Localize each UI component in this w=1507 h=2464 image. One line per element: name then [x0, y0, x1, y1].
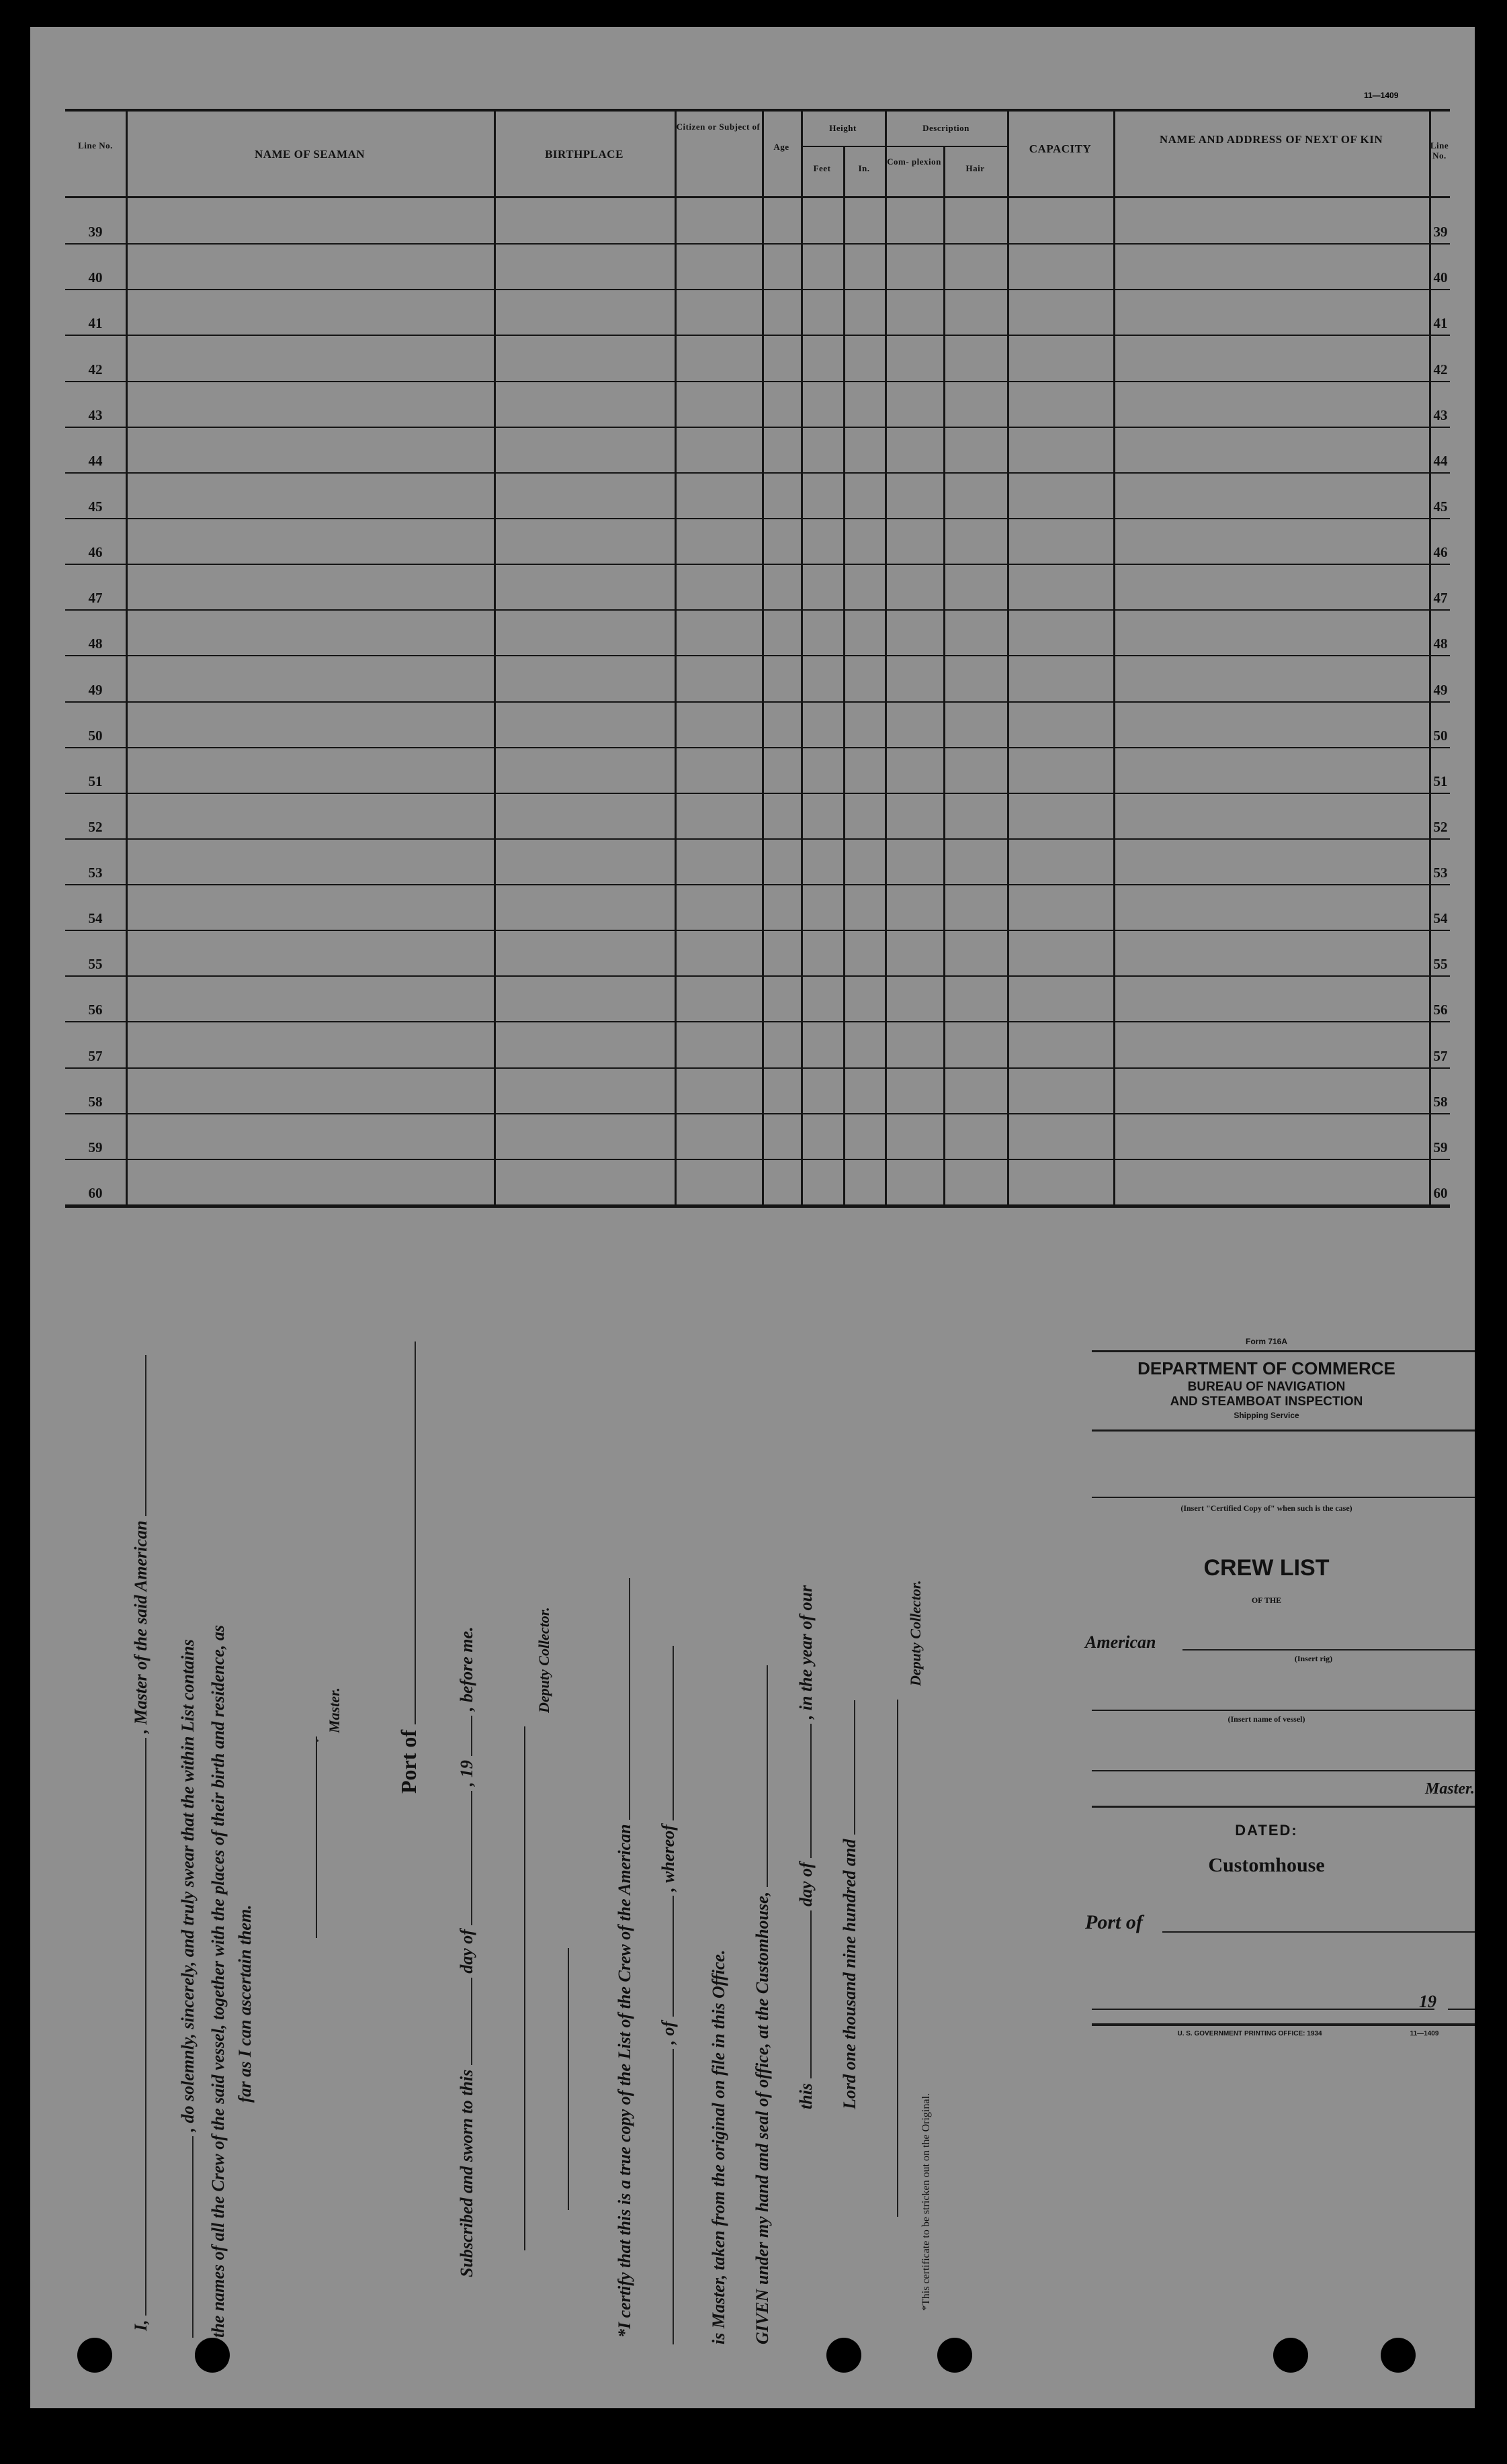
row-number-right: 51 — [1433, 773, 1448, 789]
cover-rule — [1092, 1429, 1475, 1432]
table-row[interactable] — [128, 840, 1429, 884]
customhouse-blank[interactable] — [767, 1665, 768, 1887]
certificate-of: , of — [658, 2021, 678, 2045]
deputy-signature-line-2[interactable] — [897, 1700, 898, 2217]
table-row[interactable] — [128, 336, 1429, 380]
punch-hole — [195, 2338, 230, 2373]
crew-list-title: CREW LIST — [1203, 1555, 1330, 1581]
table-row[interactable] — [128, 474, 1429, 518]
row-number-left: 42 — [88, 361, 103, 378]
certificate-this: this — [796, 2082, 816, 2109]
certificate-line-1 — [615, 1578, 635, 2338]
row-number-left: 41 — [88, 315, 103, 332]
crew-table — [65, 109, 1450, 1208]
subscribed-line — [457, 1626, 477, 2277]
table-row[interactable] — [128, 1069, 1429, 1113]
insert-rig-note: (Insert rig) — [1294, 1654, 1333, 1663]
customhouse-label: Customhouse — [1208, 1854, 1325, 1876]
row-number-right: 55 — [1433, 956, 1448, 973]
table-row[interactable] — [128, 885, 1429, 930]
certificate-year-blank[interactable] — [854, 1700, 855, 1835]
row-number-left: 57 — [88, 1047, 103, 1064]
certificate-line-5 — [796, 1585, 816, 2109]
certificate-given-text: GIVEN under my hand and seal of office, at the Customhouse, — [752, 1891, 772, 2344]
row-number-right: 57 — [1433, 1047, 1448, 1064]
cover-port-line[interactable] — [1162, 1931, 1475, 1933]
row-number-right: 54 — [1433, 910, 1448, 927]
row-number-right: 43 — [1433, 406, 1448, 423]
table-row[interactable] — [128, 703, 1429, 747]
punch-hole — [1273, 2338, 1308, 2373]
affidavit-i: I, — [131, 2320, 150, 2331]
table-row[interactable] — [128, 1114, 1429, 1159]
row-number-left: 59 — [88, 1139, 103, 1155]
table-row-line — [65, 1204, 1450, 1206]
certificate-vessel-name-blank[interactable] — [673, 2049, 674, 2344]
cover-bottom-rule — [1092, 2023, 1475, 2026]
affidavit-line-1 — [131, 1355, 151, 2331]
row-number-left: 46 — [88, 544, 103, 561]
insert-copy-line[interactable] — [1092, 1497, 1475, 1498]
subscribed-day-blank[interactable] — [471, 1978, 472, 2065]
certificate-line-3: is Master, taken from the original on file in this Office. — [709, 1949, 728, 2344]
header-feet: Feet — [813, 163, 831, 173]
deputy-signature-line-1[interactable] — [524, 1726, 525, 2250]
table-top-border — [65, 109, 1450, 112]
cover-rule — [1092, 1806, 1475, 1808]
table-row[interactable] — [128, 1160, 1429, 1204]
certificate-day-blank[interactable] — [810, 1910, 812, 2078]
table-row[interactable] — [128, 199, 1429, 243]
row-number-right: 41 — [1433, 315, 1448, 332]
of-the: OF THE — [1251, 1595, 1282, 1605]
row-number-right: 49 — [1433, 681, 1448, 698]
certificate-line-6 — [840, 1700, 860, 2109]
row-number-left: 39 — [88, 224, 103, 240]
row-number-left: 58 — [88, 1093, 103, 1110]
affidavit-swear-text: , do solemnly, sincerely, and truly swear that the within List contains — [178, 1639, 198, 2132]
cover-form-code: 11—1409 — [1410, 2030, 1439, 2037]
header-line-no-right: Line No. — [1430, 140, 1449, 161]
row-number-left: 49 — [88, 681, 103, 698]
table-row[interactable] — [128, 1022, 1429, 1067]
certificate-vessel-blank[interactable] — [629, 1578, 630, 1820]
certificate-year-text: , in the year of our — [796, 1585, 816, 1720]
header-line-no: Line No. — [78, 140, 113, 150]
row-number-right: 58 — [1433, 1093, 1448, 1110]
master-line[interactable] — [1092, 1770, 1475, 1771]
certificate-lord-text: Lord one thousand nine hundred and — [840, 1839, 859, 2109]
form-number: Form 716A — [1245, 1337, 1288, 1346]
bureau-line-1: BUREAU OF NAVIGATION — [1187, 1380, 1346, 1394]
row-number-right: 52 — [1433, 818, 1448, 835]
row-number-left: 52 — [88, 818, 103, 835]
vessel-blank-2[interactable] — [192, 2136, 193, 2338]
table-row[interactable] — [128, 565, 1429, 609]
port-of-blank[interactable] — [415, 1341, 416, 1724]
table-row[interactable] — [128, 656, 1429, 701]
punch-hole — [77, 2338, 112, 2373]
row-number-right: 44 — [1433, 452, 1448, 469]
header-complexion: Com- plexion — [887, 157, 941, 167]
row-number-left: 51 — [88, 773, 103, 789]
row-number-right: 45 — [1433, 498, 1448, 515]
subheader-line — [801, 146, 1007, 147]
table-row[interactable] — [128, 794, 1429, 838]
american-label: American — [1085, 1632, 1156, 1652]
row-number-right: 40 — [1433, 269, 1448, 286]
row-number-left: 55 — [88, 956, 103, 973]
header-hair: Hair — [965, 163, 985, 173]
insert-copy-note: (Insert "Certified Copy of" when such is the case) — [1180, 1503, 1352, 1513]
header-bottom-border — [65, 196, 1450, 198]
row-number-left: 50 — [88, 727, 103, 744]
certificate-month-blank[interactable] — [810, 1724, 812, 1858]
cover-port-of-label: Port of — [1085, 1911, 1143, 1933]
certificate-line-2 — [658, 1646, 679, 2344]
row-number-right: 48 — [1433, 635, 1448, 652]
subscribed-19: , 19 — [457, 1760, 476, 1787]
header-age: Age — [773, 142, 789, 152]
cover-master-label: Master. — [1424, 1780, 1475, 1798]
date-line-end[interactable] — [1448, 2009, 1475, 2010]
certificate-whereof: , whereof — [658, 1824, 678, 1892]
table-row[interactable] — [128, 931, 1429, 975]
shipping-service: Shipping Service — [1234, 1411, 1299, 1420]
row-number-left: 47 — [88, 590, 103, 607]
table-row[interactable] — [128, 382, 1429, 427]
row-number-right: 50 — [1433, 727, 1448, 744]
table-row[interactable] — [128, 519, 1429, 564]
vessel-name-line[interactable] — [1092, 1710, 1475, 1711]
cover-panel — [1051, 1337, 1475, 2277]
row-number-right: 53 — [1433, 865, 1448, 881]
deputy-collector-1: Deputy Collector. — [535, 1607, 552, 1713]
row-number-right: 39 — [1433, 224, 1448, 240]
deputy-collector-2: Deputy Collector. — [907, 1580, 924, 1686]
crew-list-sheet — [30, 27, 1475, 2408]
certificate-port-blank[interactable] — [673, 1896, 674, 2017]
port-of-label — [396, 1341, 421, 1794]
row-number-left: 60 — [88, 1185, 103, 1201]
row-number-left: 56 — [88, 1002, 103, 1018]
table-row[interactable] — [128, 428, 1429, 472]
subscribed-month-blank[interactable] — [471, 1791, 472, 1925]
certificate-footnote: *This certificate to be stricken out on the Original. — [920, 2093, 932, 2311]
punch-hole — [1381, 2338, 1416, 2373]
mark: • — [316, 1736, 319, 1747]
table-row[interactable] — [128, 611, 1429, 655]
header-capacity: CAPACITY — [1029, 142, 1092, 155]
master-name-blank[interactable] — [145, 1738, 146, 2316]
row-number-right: 47 — [1433, 590, 1448, 607]
master-label: Master. — [326, 1687, 343, 1733]
printer-imprint: U. S. GOVERNMENT PRINTING OFFICE: 1934 — [1177, 2030, 1322, 2037]
cover-rule — [1092, 1350, 1475, 1352]
subscribed-day-of: day of — [457, 1929, 476, 1974]
date-line[interactable] — [1092, 2009, 1434, 2010]
header-citizen: Citizen or Subject of — [676, 122, 761, 132]
certificate-text: *I certify that this is a true copy of the List of the Crew of the American — [615, 1824, 634, 2338]
row-number-left: 43 — [88, 406, 103, 423]
affidavit-master-of: , Master of the said American — [131, 1520, 150, 1734]
table-row[interactable] — [128, 245, 1429, 289]
header-inches: In. — [858, 163, 870, 173]
row-number-left: 48 — [88, 635, 103, 652]
certificate-day-of: day of — [796, 1862, 816, 1906]
bureau-line-2: AND STEAMBOAT INSPECTION — [1170, 1395, 1363, 1409]
row-number-right: 56 — [1433, 1002, 1448, 1018]
table-row[interactable] — [128, 748, 1429, 793]
row-number-left: 40 — [88, 269, 103, 286]
header-birthplace: BIRTHPLACE — [545, 148, 623, 161]
row-number-left: 54 — [88, 910, 103, 927]
vessel-name-blank[interactable] — [145, 1355, 146, 1516]
separator-line — [568, 1948, 569, 2210]
subscribed-before-me: , before me. — [457, 1626, 476, 1712]
subscribed-year-blank[interactable] — [471, 1716, 472, 1756]
header-height: Height — [829, 123, 857, 133]
rig-line[interactable] — [1182, 1649, 1475, 1651]
header-next-of-kin: NAME AND ADDRESS OF NEXT OF KIN — [1159, 133, 1383, 146]
cover-year: 19 — [1419, 1992, 1436, 2011]
row-number-right: 60 — [1433, 1185, 1448, 1201]
punch-hole — [826, 2338, 861, 2373]
punch-hole — [937, 2338, 972, 2373]
department: DEPARTMENT OF COMMERCE — [1137, 1358, 1395, 1378]
certificate-line-4 — [752, 1665, 773, 2344]
row-number-left: 44 — [88, 452, 103, 469]
port-of-text: Port of — [396, 1729, 421, 1794]
subscribed-text: Subscribed and sworn to this — [457, 2069, 476, 2277]
row-number-right: 42 — [1433, 361, 1448, 378]
insert-vessel-note: (Insert name of vessel) — [1228, 1714, 1305, 1724]
form-code-top: 11—1409 — [1364, 91, 1399, 100]
table-row[interactable] — [128, 977, 1429, 1021]
certificate-master-blank[interactable] — [673, 1646, 674, 1820]
header-description: Description — [922, 123, 970, 133]
affidavit-line-4: far as I can ascertain them. — [235, 1904, 255, 2103]
affidavit-line-3: the names of all the Crew of the said vessel, together with the places of their birth and residence, as — [208, 1625, 228, 2338]
dated-label: DATED: — [1235, 1822, 1298, 1839]
row-number-left: 45 — [88, 498, 103, 515]
affidavit-line-2 — [178, 1639, 198, 2338]
header-name-of-seaman: NAME OF SEAMAN — [254, 148, 365, 161]
row-number-right: 59 — [1433, 1139, 1448, 1155]
row-number-left: 53 — [88, 865, 103, 881]
table-row[interactable] — [128, 290, 1429, 335]
master-signature-line[interactable] — [316, 1736, 317, 1938]
row-number-right: 46 — [1433, 544, 1448, 561]
